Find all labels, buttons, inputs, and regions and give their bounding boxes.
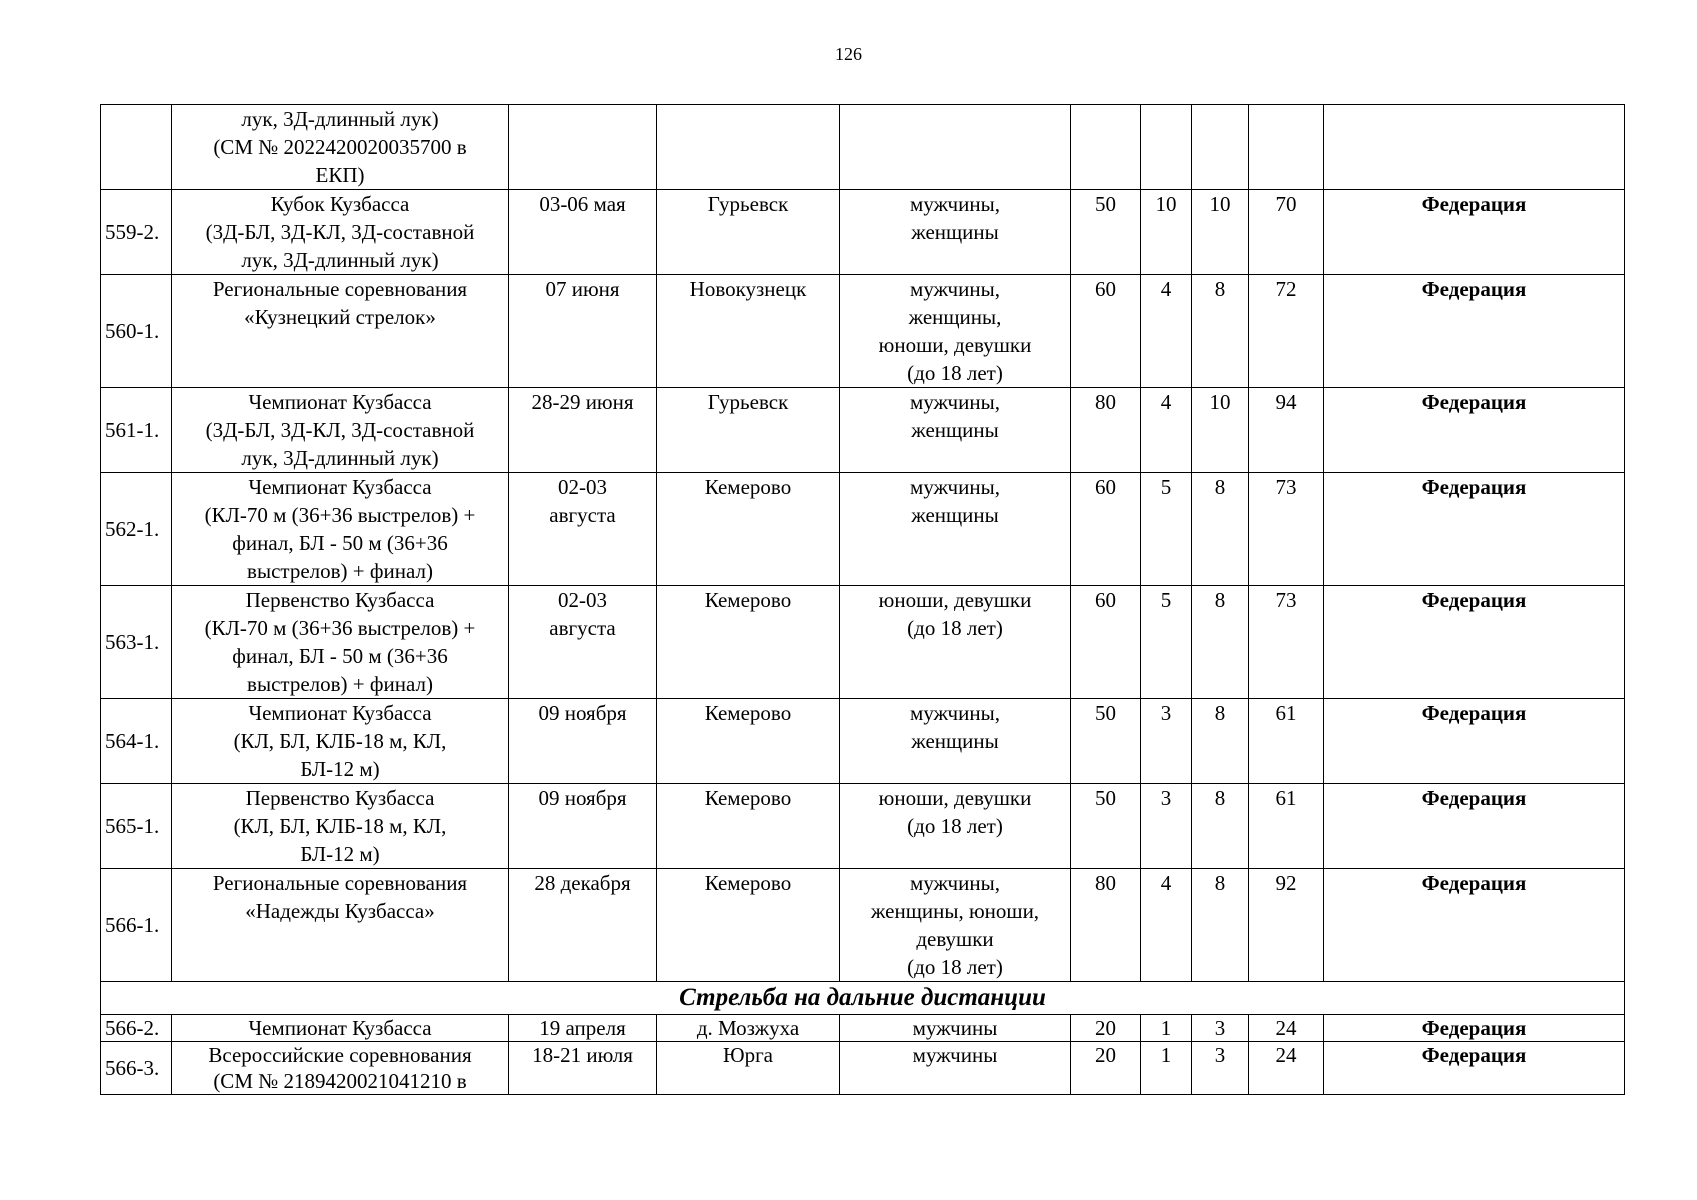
event-name-line: лук, 3Д-длинный лук) xyxy=(241,107,439,131)
organizer xyxy=(1324,105,1625,190)
count-col-1: 50 xyxy=(1071,784,1141,869)
event-name-line: Первенство Кузбасса xyxy=(245,786,435,810)
event-name xyxy=(172,105,509,190)
count-col-3: 10 xyxy=(1192,388,1249,473)
event-date-line: 02-03 xyxy=(558,588,607,612)
event-name-line: финал, БЛ - 50 м (36+36 xyxy=(232,644,448,668)
event-place: д. Мозжуха xyxy=(657,1015,840,1042)
event-place xyxy=(657,105,840,190)
count-total: 92 xyxy=(1249,869,1324,982)
participants xyxy=(840,869,1071,982)
count-col-2: 1 xyxy=(1141,1015,1192,1042)
organizer: Федерация xyxy=(1324,388,1625,473)
participants xyxy=(840,105,1071,190)
participants xyxy=(840,586,1071,699)
count-col-1: 50 xyxy=(1071,190,1141,275)
event-date-line: 03-06 мая xyxy=(539,192,626,216)
event-name-line: (СМ № 2022420020035700 в xyxy=(213,135,467,159)
table-row xyxy=(101,1015,1625,1042)
event-name-line: (КЛ, БЛ, КЛБ-18 м, КЛ, xyxy=(233,814,447,838)
row-number: 562-1. xyxy=(101,473,172,586)
row-number: 561-1. xyxy=(101,388,172,473)
event-date xyxy=(509,388,657,473)
event-name xyxy=(172,1015,509,1042)
event-name-line: (КЛ-70 м (36+36 выстрелов) + xyxy=(204,616,476,640)
participants xyxy=(840,388,1071,473)
count-total: 72 xyxy=(1249,275,1324,388)
event-date xyxy=(509,105,657,190)
count-total: 61 xyxy=(1249,699,1324,784)
table-row xyxy=(101,784,1625,869)
event-date-line: 02-03 xyxy=(558,475,607,499)
event-date xyxy=(509,1015,657,1042)
participants-line: (до 18 лет) xyxy=(907,361,1003,385)
event-name xyxy=(172,869,509,982)
event-date-line: 19 апреля xyxy=(539,1016,626,1040)
count-col-3: 8 xyxy=(1192,869,1249,982)
event-name-line: Региональные соревнования xyxy=(212,277,468,301)
event-date xyxy=(509,275,657,388)
count-col-1: 50 xyxy=(1071,699,1141,784)
event-name-line: «Кузнецкий стрелок» xyxy=(244,305,436,329)
participants-line: мужчины xyxy=(912,1043,998,1067)
event-name xyxy=(172,586,509,699)
row-number: 559-2. xyxy=(101,190,172,275)
count-col-2: 5 xyxy=(1141,473,1192,586)
count-total xyxy=(1249,105,1324,190)
event-name xyxy=(172,388,509,473)
count-col-2: 10 xyxy=(1141,190,1192,275)
count-col-1: 20 xyxy=(1071,1042,1141,1095)
row-number: 566-3. xyxy=(101,1042,172,1095)
section-title: Стрельба на дальние дистанции xyxy=(101,982,1625,1015)
event-date xyxy=(509,784,657,869)
event-name-line: Чемпионат Кузбасса xyxy=(248,475,432,499)
event-name-line: Чемпионат Кузбасса xyxy=(248,701,432,725)
page-number: 126 xyxy=(835,44,862,64)
event-name-line: (КЛ-70 м (36+36 выстрелов) + xyxy=(204,503,476,527)
participants-line: мужчины xyxy=(912,1016,998,1040)
table-row xyxy=(101,586,1625,699)
organizer: Федерация xyxy=(1324,190,1625,275)
row-number: 565-1. xyxy=(101,784,172,869)
count-total: 73 xyxy=(1249,586,1324,699)
participants-line: (до 18 лет) xyxy=(907,955,1003,979)
event-date-line: 28-29 июня xyxy=(531,390,634,414)
event-date-line: 28 декабря xyxy=(534,871,631,895)
row-number: 564-1. xyxy=(101,699,172,784)
event-name-line: Кубок Кузбасса xyxy=(270,192,410,216)
event-date xyxy=(509,1042,657,1095)
section-body xyxy=(101,982,1625,1015)
count-total: 70 xyxy=(1249,190,1324,275)
table-row xyxy=(101,275,1625,388)
count-col-2: 4 xyxy=(1141,275,1192,388)
event-name-line: (3Д-БЛ, 3Д-КЛ, 3Д-составной xyxy=(205,418,475,442)
events-table xyxy=(100,104,1625,1095)
event-date-line: 07 июня xyxy=(545,277,620,301)
organizer: Федерация xyxy=(1324,1015,1625,1042)
count-col-3 xyxy=(1192,105,1249,190)
event-name xyxy=(172,699,509,784)
participants-line: женщины xyxy=(911,503,999,527)
participants-line: женщины xyxy=(911,729,999,753)
event-date xyxy=(509,190,657,275)
count-col-3: 3 xyxy=(1192,1042,1249,1095)
event-date-line: августа xyxy=(549,616,616,640)
row-number: 566-1. xyxy=(101,869,172,982)
event-name xyxy=(172,784,509,869)
participants-line: (до 18 лет) xyxy=(907,616,1003,640)
event-name-line: (СМ № 2189420021041210 в xyxy=(213,1069,467,1093)
count-col-1: 60 xyxy=(1071,275,1141,388)
participants-line: юноши, девушки xyxy=(878,786,1032,810)
events-table-body-long-distance xyxy=(101,1015,1625,1095)
event-name-line: выстрелов) + финал) xyxy=(247,672,433,696)
participants xyxy=(840,1042,1071,1095)
table-row xyxy=(101,699,1625,784)
event-date xyxy=(509,699,657,784)
event-date xyxy=(509,473,657,586)
organizer: Федерация xyxy=(1324,869,1625,982)
count-col-1: 80 xyxy=(1071,388,1141,473)
count-total: 73 xyxy=(1249,473,1324,586)
event-name-line: «Надежды Кузбасса» xyxy=(245,899,435,923)
table-row xyxy=(101,105,1625,190)
event-name-line: выстрелов) + финал) xyxy=(247,559,433,583)
organizer: Федерация xyxy=(1324,586,1625,699)
section-row xyxy=(101,982,1625,1015)
count-col-3: 8 xyxy=(1192,275,1249,388)
organizer: Федерация xyxy=(1324,1042,1625,1095)
event-name-line: Чемпионат Кузбасса xyxy=(248,1016,432,1040)
participants-line: (до 18 лет) xyxy=(907,814,1003,838)
table-row xyxy=(101,1042,1625,1095)
participants-line: женщины xyxy=(911,220,999,244)
count-col-1: 20 xyxy=(1071,1015,1141,1042)
table-row xyxy=(101,869,1625,982)
count-col-2: 3 xyxy=(1141,784,1192,869)
count-col-3: 8 xyxy=(1192,784,1249,869)
event-name xyxy=(172,190,509,275)
event-name-line: (3Д-БЛ, 3Д-КЛ, 3Д-составной xyxy=(205,220,475,244)
event-name-line: ЕКП) xyxy=(315,163,365,187)
count-total: 24 xyxy=(1249,1042,1324,1095)
participants-line: девушки xyxy=(916,927,994,951)
event-place: Гурьевск xyxy=(657,190,840,275)
table-row xyxy=(101,190,1625,275)
participants-line: мужчины, xyxy=(910,192,1000,216)
count-col-2: 1 xyxy=(1141,1042,1192,1095)
event-date xyxy=(509,869,657,982)
count-col-2: 4 xyxy=(1141,869,1192,982)
event-name-line: лук, 3Д-длинный лук) xyxy=(241,446,439,470)
events-table-body xyxy=(101,105,1625,982)
event-date-line: 18-21 июля xyxy=(532,1043,633,1067)
count-total: 24 xyxy=(1249,1015,1324,1042)
participants-line: мужчины, xyxy=(910,390,1000,414)
event-name-line: финал, БЛ - 50 м (36+36 xyxy=(232,531,448,555)
event-date-line: 09 ноября xyxy=(538,786,627,810)
count-total: 61 xyxy=(1249,784,1324,869)
participants xyxy=(840,275,1071,388)
row-number: 563-1. xyxy=(101,586,172,699)
count-col-3: 8 xyxy=(1192,699,1249,784)
event-place: Кемерово xyxy=(657,784,840,869)
event-name-line: лук, 3Д-длинный лук) xyxy=(241,248,439,272)
participants-line: мужчины, xyxy=(910,871,1000,895)
event-place: Кемерово xyxy=(657,586,840,699)
count-col-1: 60 xyxy=(1071,586,1141,699)
organizer: Федерация xyxy=(1324,275,1625,388)
organizer: Федерация xyxy=(1324,784,1625,869)
participants-line: мужчины, xyxy=(910,701,1000,725)
event-name xyxy=(172,1042,509,1095)
participants xyxy=(840,784,1071,869)
participants xyxy=(840,1015,1071,1042)
count-col-2: 5 xyxy=(1141,586,1192,699)
event-date-line: 09 ноября xyxy=(538,701,627,725)
count-total: 94 xyxy=(1249,388,1324,473)
event-name-line: БЛ-12 м) xyxy=(300,842,380,866)
count-col-1: 60 xyxy=(1071,473,1141,586)
count-col-1: 80 xyxy=(1071,869,1141,982)
event-place: Новокузнецк xyxy=(657,275,840,388)
event-name xyxy=(172,275,509,388)
count-col-3: 3 xyxy=(1192,1015,1249,1042)
event-name-line: Всероссийские соревнования xyxy=(208,1043,472,1067)
event-name-line: Первенство Кузбасса xyxy=(245,588,435,612)
table-row xyxy=(101,473,1625,586)
count-col-2: 3 xyxy=(1141,699,1192,784)
participants-line: юноши, девушки xyxy=(878,333,1032,357)
participants-line: юноши, девушки xyxy=(878,588,1032,612)
participants-line: женщины, xyxy=(908,305,1002,329)
row-number: 566-2. xyxy=(101,1015,172,1042)
participants-line: мужчины, xyxy=(910,475,1000,499)
event-place: Кемерово xyxy=(657,869,840,982)
event-place: Гурьевск xyxy=(657,388,840,473)
organizer: Федерация xyxy=(1324,473,1625,586)
participants xyxy=(840,190,1071,275)
count-col-3: 8 xyxy=(1192,586,1249,699)
participants xyxy=(840,699,1071,784)
organizer: Федерация xyxy=(1324,699,1625,784)
count-col-1 xyxy=(1071,105,1141,190)
event-name-line: БЛ-12 м) xyxy=(300,757,380,781)
event-name-line: Чемпионат Кузбасса xyxy=(248,390,432,414)
event-place: Юрга xyxy=(657,1042,840,1095)
row-number: 560-1. xyxy=(101,275,172,388)
count-col-2 xyxy=(1141,105,1192,190)
participants-line: женщины, юноши, xyxy=(870,899,1040,923)
event-place: Кемерово xyxy=(657,699,840,784)
table-row xyxy=(101,388,1625,473)
event-name-line: Региональные соревнования xyxy=(212,871,468,895)
participants-line: женщины xyxy=(911,418,999,442)
event-name-line: (КЛ, БЛ, КЛБ-18 м, КЛ, xyxy=(233,729,447,753)
count-col-2: 4 xyxy=(1141,388,1192,473)
count-col-3: 8 xyxy=(1192,473,1249,586)
participants xyxy=(840,473,1071,586)
row-number xyxy=(101,105,172,190)
event-date xyxy=(509,586,657,699)
event-date-line: августа xyxy=(549,503,616,527)
participants-line: мужчины, xyxy=(910,277,1000,301)
count-col-3: 10 xyxy=(1192,190,1249,275)
event-place: Кемерово xyxy=(657,473,840,586)
event-name xyxy=(172,473,509,586)
